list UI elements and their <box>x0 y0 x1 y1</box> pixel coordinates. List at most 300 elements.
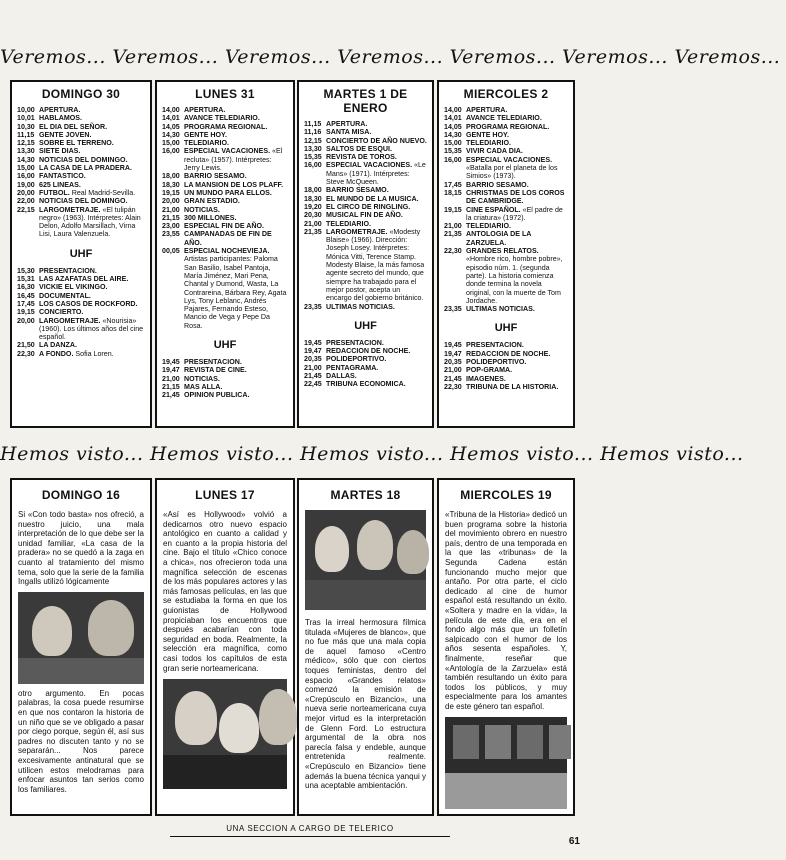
schedule-column-miercoles-2 <box>437 80 575 428</box>
program-time: 10,01 <box>17 114 35 123</box>
program-title: CINE ESPAÑOL. <box>466 205 521 214</box>
photo-foreground <box>305 580 426 610</box>
program-details <box>326 120 427 128</box>
program-title: MUSICAL FIN DE AÑO. <box>326 211 403 220</box>
program-details <box>326 137 427 145</box>
program-title: GRANDES RELATOS. <box>466 247 539 256</box>
program-title: TRIBUNA DE LA HISTORIA. <box>466 382 559 391</box>
review-day-heading: MARTES 18 <box>330 488 401 502</box>
program-details <box>184 230 288 247</box>
program-note: «Nourisia» (1960). Los últimos años del cine español. <box>39 316 144 342</box>
program-entry <box>304 137 427 145</box>
program-details <box>326 153 427 161</box>
program-title: EL DIA DEL SEÑOR. <box>39 122 108 131</box>
program-time: 20,00 <box>17 188 35 197</box>
program-entry <box>444 139 568 147</box>
program-title: TELEDIARIO. <box>184 139 229 148</box>
program-entry <box>444 206 568 223</box>
program-entry <box>444 114 568 122</box>
program-title: EL CIRCO DE RINGLING. <box>326 202 411 211</box>
program-details <box>466 222 568 230</box>
program-details <box>466 189 568 206</box>
program-note: «El tulipán negro» (1963). Intérpretes: Alain Delon, Adolfo Marsillach, Virna Lisi, Laura Valenzuela. <box>39 205 141 239</box>
program-title: ESPECIAL FIN DE AÑO. <box>184 222 265 231</box>
program-title: POLIDEPORTIVO. <box>466 358 527 367</box>
program-entry <box>304 339 427 347</box>
program-details <box>466 247 568 305</box>
photo-figure <box>219 703 259 753</box>
program-time: 21,00 <box>304 219 322 228</box>
review-text: «Tribuna de la Historia» dedicó un buen programa sobre la historia del movimiento obrero en nuestro país, dentro de una temporada en la que las «tribunas» de la Segunda Cadena están funcionando mucho mejor que antaño. Por otra parte, el ciclo dedicado al cine de humor español está resultando un éxito. «Soltera y madre en la vida», la película de este día, era en el fondo algo más que un folletín salpicado con el humor de los años sesenta españoles. Y, finalmente, reseñar que «Antología de la Zarzuela» está también resultando un éxito para todos los públicos, y muy especialmente para los amantes de este género tan español. <box>445 510 567 711</box>
hemos-visto-banner-text: Hemos visto... Hemos visto... Hemos visto... Hemos visto... Hemos visto... <box>0 443 744 465</box>
program-title: VIVIR CADA DIA. <box>466 147 523 156</box>
program-entry <box>444 383 568 391</box>
program-details <box>39 275 145 283</box>
program-details <box>39 156 145 164</box>
program-title: SALTOS DE ESQUI. <box>326 144 392 153</box>
program-time: 18,00 <box>304 186 322 195</box>
program-entry <box>304 303 427 311</box>
program-title: LARGOMETRAJE. <box>39 205 101 214</box>
program-details <box>39 123 145 131</box>
program-title: NOTICIAS. <box>184 205 220 214</box>
program-time: 19,15 <box>17 308 35 317</box>
schedule-column-domingo-30 <box>10 80 152 428</box>
program-title: BARRIO SESAMO. <box>326 186 389 195</box>
program-time: 18,30 <box>162 180 180 189</box>
program-details <box>39 206 145 239</box>
program-time: 22,45 <box>304 380 322 389</box>
program-details <box>39 267 145 275</box>
program-title: CONCIERTO. <box>39 308 84 317</box>
program-entry <box>17 131 145 139</box>
photo-figure <box>88 600 134 656</box>
program-title: ULTIMAS NOTICIAS. <box>466 305 535 314</box>
program-entry <box>162 181 288 189</box>
program-time: 17,45 <box>444 180 462 189</box>
program-note: «El padre de la criatura» (1972). <box>466 205 563 222</box>
program-title: ESPECIAL VACACIONES. <box>184 147 271 156</box>
program-list <box>17 106 145 239</box>
program-entry <box>304 211 427 219</box>
photo-window <box>517 725 543 759</box>
program-title: SANTA MISA. <box>326 128 372 137</box>
program-details <box>466 156 568 181</box>
program-details <box>466 139 568 147</box>
program-details <box>184 172 288 180</box>
program-time: 19,20 <box>304 202 322 211</box>
program-title: BARRIO SESAMO. <box>466 180 529 189</box>
program-details <box>39 189 145 197</box>
program-time: 19,47 <box>304 347 322 356</box>
program-details <box>39 317 145 342</box>
program-details <box>39 292 145 300</box>
program-time: 20,35 <box>444 358 462 367</box>
program-entry <box>304 228 427 303</box>
program-time: 16,00 <box>162 147 180 156</box>
program-time: 18,30 <box>304 194 322 203</box>
program-entry <box>17 181 145 189</box>
program-details <box>184 366 288 374</box>
photo-figure <box>397 530 429 574</box>
hemos-visto-banner <box>0 443 744 473</box>
program-details <box>326 380 427 388</box>
program-entry <box>17 206 145 239</box>
program-note: «Modesty Blaise» (1966). Dirección: Joseph Losey. Intérpretes: Mónica Vitti, Terence Stamp. Modesty Blaise, la más famosa agente secreto del mundo, que siempre ha trabajado para el mejor postor, acepta un encargo del gobierno británico. <box>326 227 425 303</box>
program-title: LA MANSION DE LOS PLAFF. <box>184 180 284 189</box>
program-entry <box>17 114 145 122</box>
program-title: APERTURA. <box>326 120 368 128</box>
program-time: 15,00 <box>162 139 180 148</box>
program-time: 20,30 <box>304 211 322 220</box>
review-lunes-17 <box>155 478 295 816</box>
program-title: PRESENTACION. <box>39 266 97 275</box>
program-time: 13,30 <box>17 147 35 156</box>
review-text: Si «Con todo basta» nos ofreció, a nuestro juicio, una mala interpretación de lo que debe ser la unidad familiar, «La casa de la pradera» no se quedó a la zaga en cuanto al tratamiento del mismo tema, solo que la serie de la familia Ingalls utilizó lógicamente <box>18 510 144 587</box>
program-entry <box>444 147 568 155</box>
program-time: 21,00 <box>162 205 180 214</box>
program-entry <box>162 358 288 366</box>
page-number: 61 <box>568 836 580 847</box>
program-entry <box>444 123 568 131</box>
program-title: A FONDO. <box>39 349 74 358</box>
photo-figure <box>315 526 349 572</box>
program-title: AVANCE TELEDIARIO. <box>466 114 542 123</box>
program-details <box>326 372 427 380</box>
program-details <box>466 147 568 155</box>
veremos-banner-text: Veremos... Veremos... Veremos... Veremos... Veremos... Veremos... Veremos... <box>0 46 781 68</box>
program-time: 16,45 <box>17 291 35 300</box>
photo-window <box>485 725 511 759</box>
photo-foreground <box>445 773 567 809</box>
program-time: 14,30 <box>162 130 180 139</box>
program-title: APERTURA. <box>184 106 226 114</box>
program-entry <box>17 197 145 205</box>
photo-figure <box>175 691 217 745</box>
program-entry <box>444 181 568 189</box>
review-text: Tras la irreal hermosura fílmica titulada «Mujeres de blanco», que no fue más que una mala copia de aquel famoso «Centro médico», sólo que con ciertos toques feministas, dentro del espacio «Grandes relatos» comenzó la emisión de «Crepúsculo en Bizancio», una nueva serie norteamericana cuya mejor virtud es la interpretación de Glenn Ford. Lo estructura argumental de la obra nos parecía falsa y endeble, aunque entretenida realmente. «Crepúsculo en Bizancio» tiene además la buena técnica yanqui y una aceptable ambientación. <box>305 618 426 791</box>
program-entry <box>304 128 427 136</box>
program-entry <box>444 305 568 313</box>
program-title: TELEDIARIO. <box>466 139 511 148</box>
program-details <box>326 355 427 363</box>
program-title: GRAN ESTADIO. <box>184 197 240 206</box>
program-time: 19,47 <box>162 366 180 375</box>
review-miercoles-19 <box>437 478 575 816</box>
review-day-heading: LUNES 17 <box>195 488 255 502</box>
program-time: 22,00 <box>17 197 35 206</box>
program-title: REDACCION DE NOCHE. <box>466 349 551 358</box>
program-title: LA CASA DE LA PRADERA. <box>39 164 133 173</box>
program-details <box>326 364 427 372</box>
uhf-program-list <box>444 341 568 391</box>
program-time: 12,15 <box>17 139 35 148</box>
program-details <box>39 147 145 155</box>
program-time: 20,35 <box>304 355 322 364</box>
program-time: 18,00 <box>162 172 180 181</box>
program-entry <box>162 139 288 147</box>
program-details <box>39 172 145 180</box>
program-time: 19,45 <box>162 358 180 367</box>
program-entry <box>162 114 288 122</box>
program-time: 23,00 <box>162 222 180 231</box>
footer-rule <box>170 836 450 837</box>
program-details <box>466 375 568 383</box>
program-details <box>184 123 288 131</box>
program-title: FANTASTICO. <box>39 172 86 181</box>
program-details <box>326 220 427 228</box>
program-details <box>39 300 145 308</box>
program-time: 21,50 <box>17 341 35 350</box>
program-entry <box>444 375 568 383</box>
program-title: PRESENTACION. <box>326 338 384 347</box>
program-title: PRESENTACION. <box>184 358 242 367</box>
program-title: CAMPANADAS DE FIN DE AÑO. <box>184 230 272 247</box>
program-time: 15,35 <box>304 153 322 162</box>
program-entry <box>17 156 145 164</box>
program-details <box>184 391 288 399</box>
program-details <box>184 139 288 147</box>
program-time: 21,15 <box>162 213 180 222</box>
program-title: GENTE JOVEN. <box>39 130 92 139</box>
program-title: MAS ALLA. <box>184 382 223 391</box>
program-title: APERTURA. <box>39 106 81 114</box>
program-title: TELEDIARIO. <box>326 219 371 228</box>
program-title: PRESENTACION. <box>466 341 524 350</box>
photo-window <box>453 725 479 759</box>
program-time: 16,00 <box>444 155 462 164</box>
program-entry <box>17 123 145 131</box>
program-entry <box>162 366 288 374</box>
program-entry <box>162 131 288 139</box>
uhf-program-list <box>17 267 145 358</box>
program-note: «El recluta» (1957). Intérpretes: Jerry Lewis. <box>184 147 283 173</box>
schedule-column-martes-1 <box>297 80 434 428</box>
uhf-heading: UHF <box>494 322 518 335</box>
program-time: 14,05 <box>444 122 462 131</box>
program-entry <box>304 355 427 363</box>
program-title: NOTICIAS DEL DOMINGO. <box>39 155 128 164</box>
program-time: 14,01 <box>162 114 180 123</box>
program-details <box>466 181 568 189</box>
photo-foreground <box>163 755 287 789</box>
program-note: Artistas participantes: Paloma San Basilio, Isabel Pantoja, María Jiménez, Mari Pena, Chantal y Dumond, Wasta, La Contrareina, Bárbara Rey, Agata Lys, Tony Leblanc, Andrés Pajares, Fernando Esteso, Mancio de Vega y Pepe Da Rosa. <box>184 255 287 330</box>
program-details <box>466 106 568 114</box>
program-title: GENTE HOY. <box>184 130 227 139</box>
program-time: 21,00 <box>304 363 322 372</box>
review-text-continued: otro argumento. En pocas palabras, la cosa puede resumirse en que nos contaron la historia de un niño que se ve obligado a pasar por ciego porque, según él, así sus padres no discuten tanto y no se separarán... Nos parece excesivamente antinatural que se utilicen estos melodramas para enfocar asuntos tan serios como los familiares. <box>18 688 144 794</box>
column-day-heading: MARTES 1 DE ENERO <box>323 87 408 115</box>
program-details <box>326 145 427 153</box>
program-entry <box>304 372 427 380</box>
program-time: 13,30 <box>304 144 322 153</box>
program-time: 20,00 <box>17 316 35 325</box>
program-title: ESPECIAL NOCHEVIEJA. <box>184 247 270 256</box>
program-title: DOCUMENTAL. <box>39 291 91 300</box>
program-entry <box>162 106 288 114</box>
program-entry <box>162 230 288 247</box>
program-time: 22,30 <box>444 247 462 256</box>
program-details <box>326 128 427 136</box>
program-entry <box>444 222 568 230</box>
program-title: APERTURA. <box>466 106 508 114</box>
program-title: LAS AZAFATAS DEL AIRE. <box>39 275 129 284</box>
program-entry <box>162 206 288 214</box>
program-entry <box>17 147 145 155</box>
schedule-column-lunes-31 <box>155 80 295 428</box>
program-entry <box>17 275 145 283</box>
program-time: 14,30 <box>17 155 35 164</box>
program-title: CONCIERTO DE AÑO NUEVO. <box>326 136 427 145</box>
program-time: 20,00 <box>162 197 180 206</box>
program-title: LARGOMETRAJE. <box>326 227 388 236</box>
program-title: REVISTA DE CINE. <box>184 366 247 375</box>
review-photo <box>163 679 287 789</box>
program-entry <box>17 292 145 300</box>
program-details <box>466 123 568 131</box>
program-details <box>184 131 288 139</box>
program-time: 21,35 <box>444 230 462 239</box>
program-details <box>39 164 145 172</box>
program-time: 15,35 <box>444 147 462 156</box>
program-entry <box>17 341 145 349</box>
review-photo <box>445 717 567 809</box>
program-time: 23,35 <box>444 305 462 314</box>
program-time: 19,00 <box>17 180 35 189</box>
program-note: Real Madrid-Sevilla. <box>69 188 136 197</box>
column-day-heading: LUNES 31 <box>195 87 255 101</box>
program-time: 16,30 <box>17 283 35 292</box>
program-title: SOBRE EL TERRENO. <box>39 139 114 148</box>
program-list <box>162 106 288 330</box>
program-details <box>466 305 568 313</box>
program-time: 15,30 <box>17 266 35 275</box>
program-entry <box>162 214 288 222</box>
program-entry <box>162 197 288 205</box>
program-title: ANTOLOGIA DE LA ZARZUELA. <box>466 230 532 247</box>
program-time: 11,15 <box>304 120 322 128</box>
program-details <box>39 197 145 205</box>
program-details <box>466 341 568 349</box>
program-entry <box>444 350 568 358</box>
program-time: 19,15 <box>162 188 180 197</box>
column-day-heading: DOMINGO 30 <box>41 87 121 101</box>
program-title: TRIBUNA ECONOMICA. <box>326 380 406 389</box>
program-time: 19,45 <box>444 341 462 350</box>
program-title: REDACCION DE NOCHE. <box>326 347 411 356</box>
program-time: 23,35 <box>304 302 322 311</box>
program-title: FUTBOL. <box>39 188 70 197</box>
program-time: 12,15 <box>304 136 322 145</box>
program-details <box>39 131 145 139</box>
review-photo <box>18 592 144 684</box>
program-title: TELEDIARIO. <box>466 222 511 231</box>
photo-window <box>549 725 571 759</box>
program-time: 14,30 <box>444 130 462 139</box>
program-details <box>466 350 568 358</box>
program-title: 300 MILLONES. <box>184 213 237 222</box>
program-details <box>326 339 427 347</box>
program-time: 14,00 <box>162 106 180 114</box>
program-entry <box>304 186 427 194</box>
program-entry <box>162 123 288 131</box>
program-title: GENTE HOY. <box>466 130 509 139</box>
uhf-program-list <box>162 358 288 399</box>
program-entry <box>17 172 145 180</box>
program-entry <box>444 230 568 247</box>
program-details <box>184 214 288 222</box>
program-title: EL MUNDO DE LA MUSICA. <box>326 194 419 203</box>
program-entry <box>162 222 288 230</box>
program-title: BARRIO SESAMO. <box>184 172 247 181</box>
program-title: LARGOMETRAJE. <box>39 316 101 325</box>
program-details <box>326 347 427 355</box>
program-entry <box>162 247 288 330</box>
program-time: 21,00 <box>444 222 462 231</box>
program-entry <box>162 383 288 391</box>
program-details <box>184 147 288 172</box>
program-entry <box>17 317 145 342</box>
photo-figure <box>259 689 297 745</box>
program-time: 10,30 <box>17 122 35 131</box>
program-details <box>184 181 288 189</box>
program-time: 14,00 <box>444 106 462 114</box>
program-entry <box>304 364 427 372</box>
program-entry <box>304 153 427 161</box>
program-details <box>466 131 568 139</box>
program-details <box>184 106 288 114</box>
photo-figure <box>32 606 72 656</box>
program-details <box>39 350 145 358</box>
program-details <box>39 341 145 349</box>
program-time: 22,30 <box>444 382 462 391</box>
program-entry <box>444 366 568 374</box>
program-time: 21,45 <box>162 391 180 400</box>
review-day-heading: MIERCOLES 19 <box>460 488 552 502</box>
program-details <box>326 186 427 194</box>
program-time: 19,47 <box>444 349 462 358</box>
program-entry <box>162 375 288 383</box>
photo-foreground <box>18 658 144 684</box>
program-note: Sofia Loren. <box>73 349 114 358</box>
program-details <box>184 197 288 205</box>
program-title: POP-GRAMA. <box>466 366 513 375</box>
program-entry <box>304 195 427 203</box>
uhf-heading: UHF <box>354 319 377 332</box>
program-title: ULTIMAS NOTICIAS. <box>326 302 395 311</box>
uhf-heading: UHF <box>213 339 237 352</box>
review-martes-18 <box>297 478 434 816</box>
program-time: 11,16 <box>304 128 322 137</box>
program-time: 11,15 <box>17 130 35 139</box>
program-title: NOTICIAS DEL DOMINGO. <box>39 197 128 206</box>
program-details <box>184 206 288 214</box>
program-title: CHRISTMAS DE LOS COROS DE CAMBRIDGE. <box>466 188 565 206</box>
review-day-heading: DOMINGO 16 <box>41 488 121 502</box>
program-entry <box>444 131 568 139</box>
program-time: 23,55 <box>162 230 180 239</box>
program-entry <box>444 156 568 181</box>
program-entry <box>444 341 568 349</box>
review-domingo-16 <box>10 478 152 816</box>
program-entry <box>162 172 288 180</box>
program-details <box>466 230 568 247</box>
program-entry <box>304 347 427 355</box>
program-list <box>444 106 568 313</box>
program-time: 18,15 <box>444 188 462 197</box>
program-details <box>466 206 568 223</box>
program-entry <box>162 147 288 172</box>
